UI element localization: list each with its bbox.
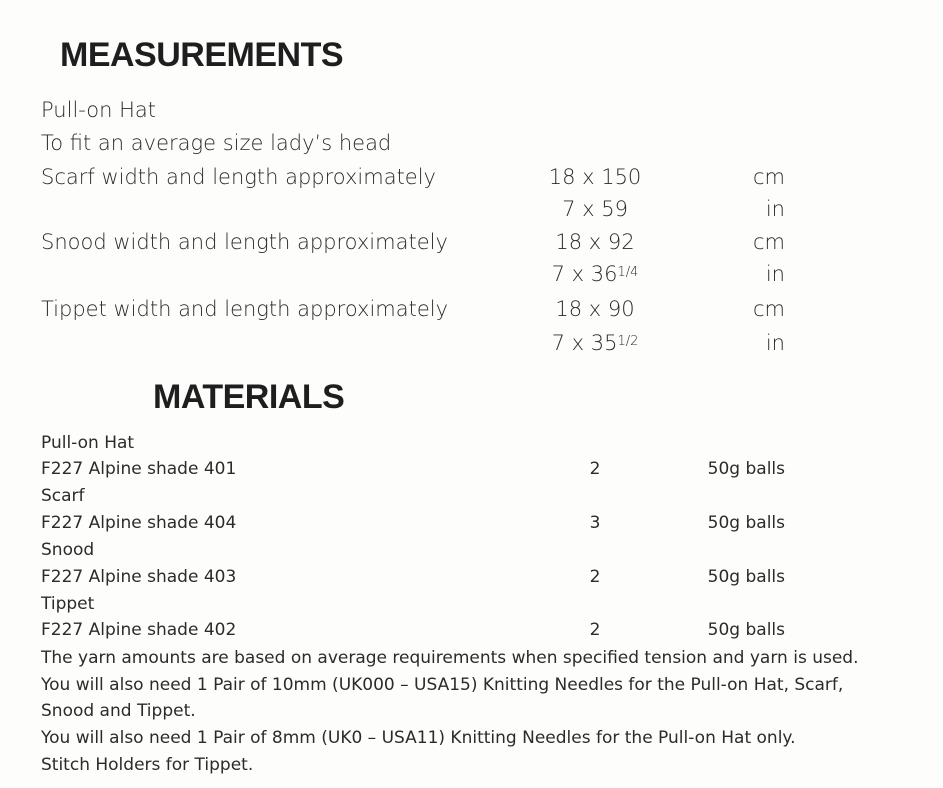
materials-heading: MATERIALS [153,378,345,416]
value-fraction: 1/4 [617,265,639,280]
material-row [0,567,943,593]
material-qty: 2 [589,459,601,479]
measurement-unit: in [765,197,785,221]
material-row [0,540,943,566]
material-qty: 2 [589,567,601,587]
measurement-unit: cm [752,297,785,321]
material-qty: 3 [589,513,601,533]
measurement-unit: cm [752,230,785,254]
material-label: Scarf [41,486,85,506]
line-text: Pull-on Hat [41,98,156,122]
value-whole: 7 x 36 [551,262,618,286]
material-unit: 50g balls [707,567,785,587]
material-unit: 50g balls [707,513,785,533]
measurement-value [520,331,670,355]
materials-note: The yarn amounts are based on average requirements when specified tension and yarn is used. [41,648,859,668]
material-row [0,513,943,539]
measurement-unit: cm [752,165,785,189]
line-text: To fit an average size lady’s head [41,131,392,155]
measurements-line [0,131,943,163]
material-label: F227 Alpine shade 403 [41,567,237,587]
material-row [0,433,943,459]
material-row [0,486,943,512]
material-row [0,594,943,620]
material-label: Tippet [41,594,95,614]
measurement-label: Snood width and length approximately [41,230,448,254]
measurement-row [0,297,943,329]
measurement-row [0,331,943,363]
measurement-label: Tippet width and length approximately [41,297,449,321]
material-label: Pull-on Hat [41,433,135,453]
measurement-label: Scarf width and length approximately [41,165,436,189]
measurement-unit: in [765,262,785,286]
materials-note: Stitch Holders for Tippet. [41,755,254,775]
value-fraction: 1/2 [617,334,639,349]
measurement-unit: in [765,331,785,355]
material-label: F227 Alpine shade 401 [41,459,237,479]
measurement-row [0,230,943,262]
measurement-row [0,262,943,294]
measurement-value: 18 x 90 [555,297,635,321]
measurement-value [520,262,670,286]
measurements-line [0,98,943,130]
material-label: F227 Alpine shade 402 [41,620,237,640]
measurements-heading: MEASUREMENTS [60,36,344,74]
measurement-row [0,165,943,197]
material-unit: 50g balls [707,459,785,479]
material-unit: 50g balls [707,620,785,640]
materials-note: You will also need 1 Pair of 8mm (UK0 – USA11) Knitting Needles for the Pull-on Hat only. [41,728,796,748]
material-label: F227 Alpine shade 404 [41,513,237,533]
value-whole: 7 x 35 [551,331,618,355]
materials-note: Snood and Tippet. [41,701,196,721]
material-row [0,459,943,485]
measurement-row [0,197,943,229]
material-row [0,620,943,646]
materials-note: You will also need 1 Pair of 10mm (UK000 – USA15) Knitting Needles for the Pull-on Hat, Scarf, [41,675,844,695]
measurement-value: 18 x 150 [548,165,642,189]
measurement-value: 7 x 59 [562,197,628,221]
material-qty: 2 [589,620,601,640]
material-label: Snood [41,540,95,560]
measurement-value: 18 x 92 [555,230,635,254]
